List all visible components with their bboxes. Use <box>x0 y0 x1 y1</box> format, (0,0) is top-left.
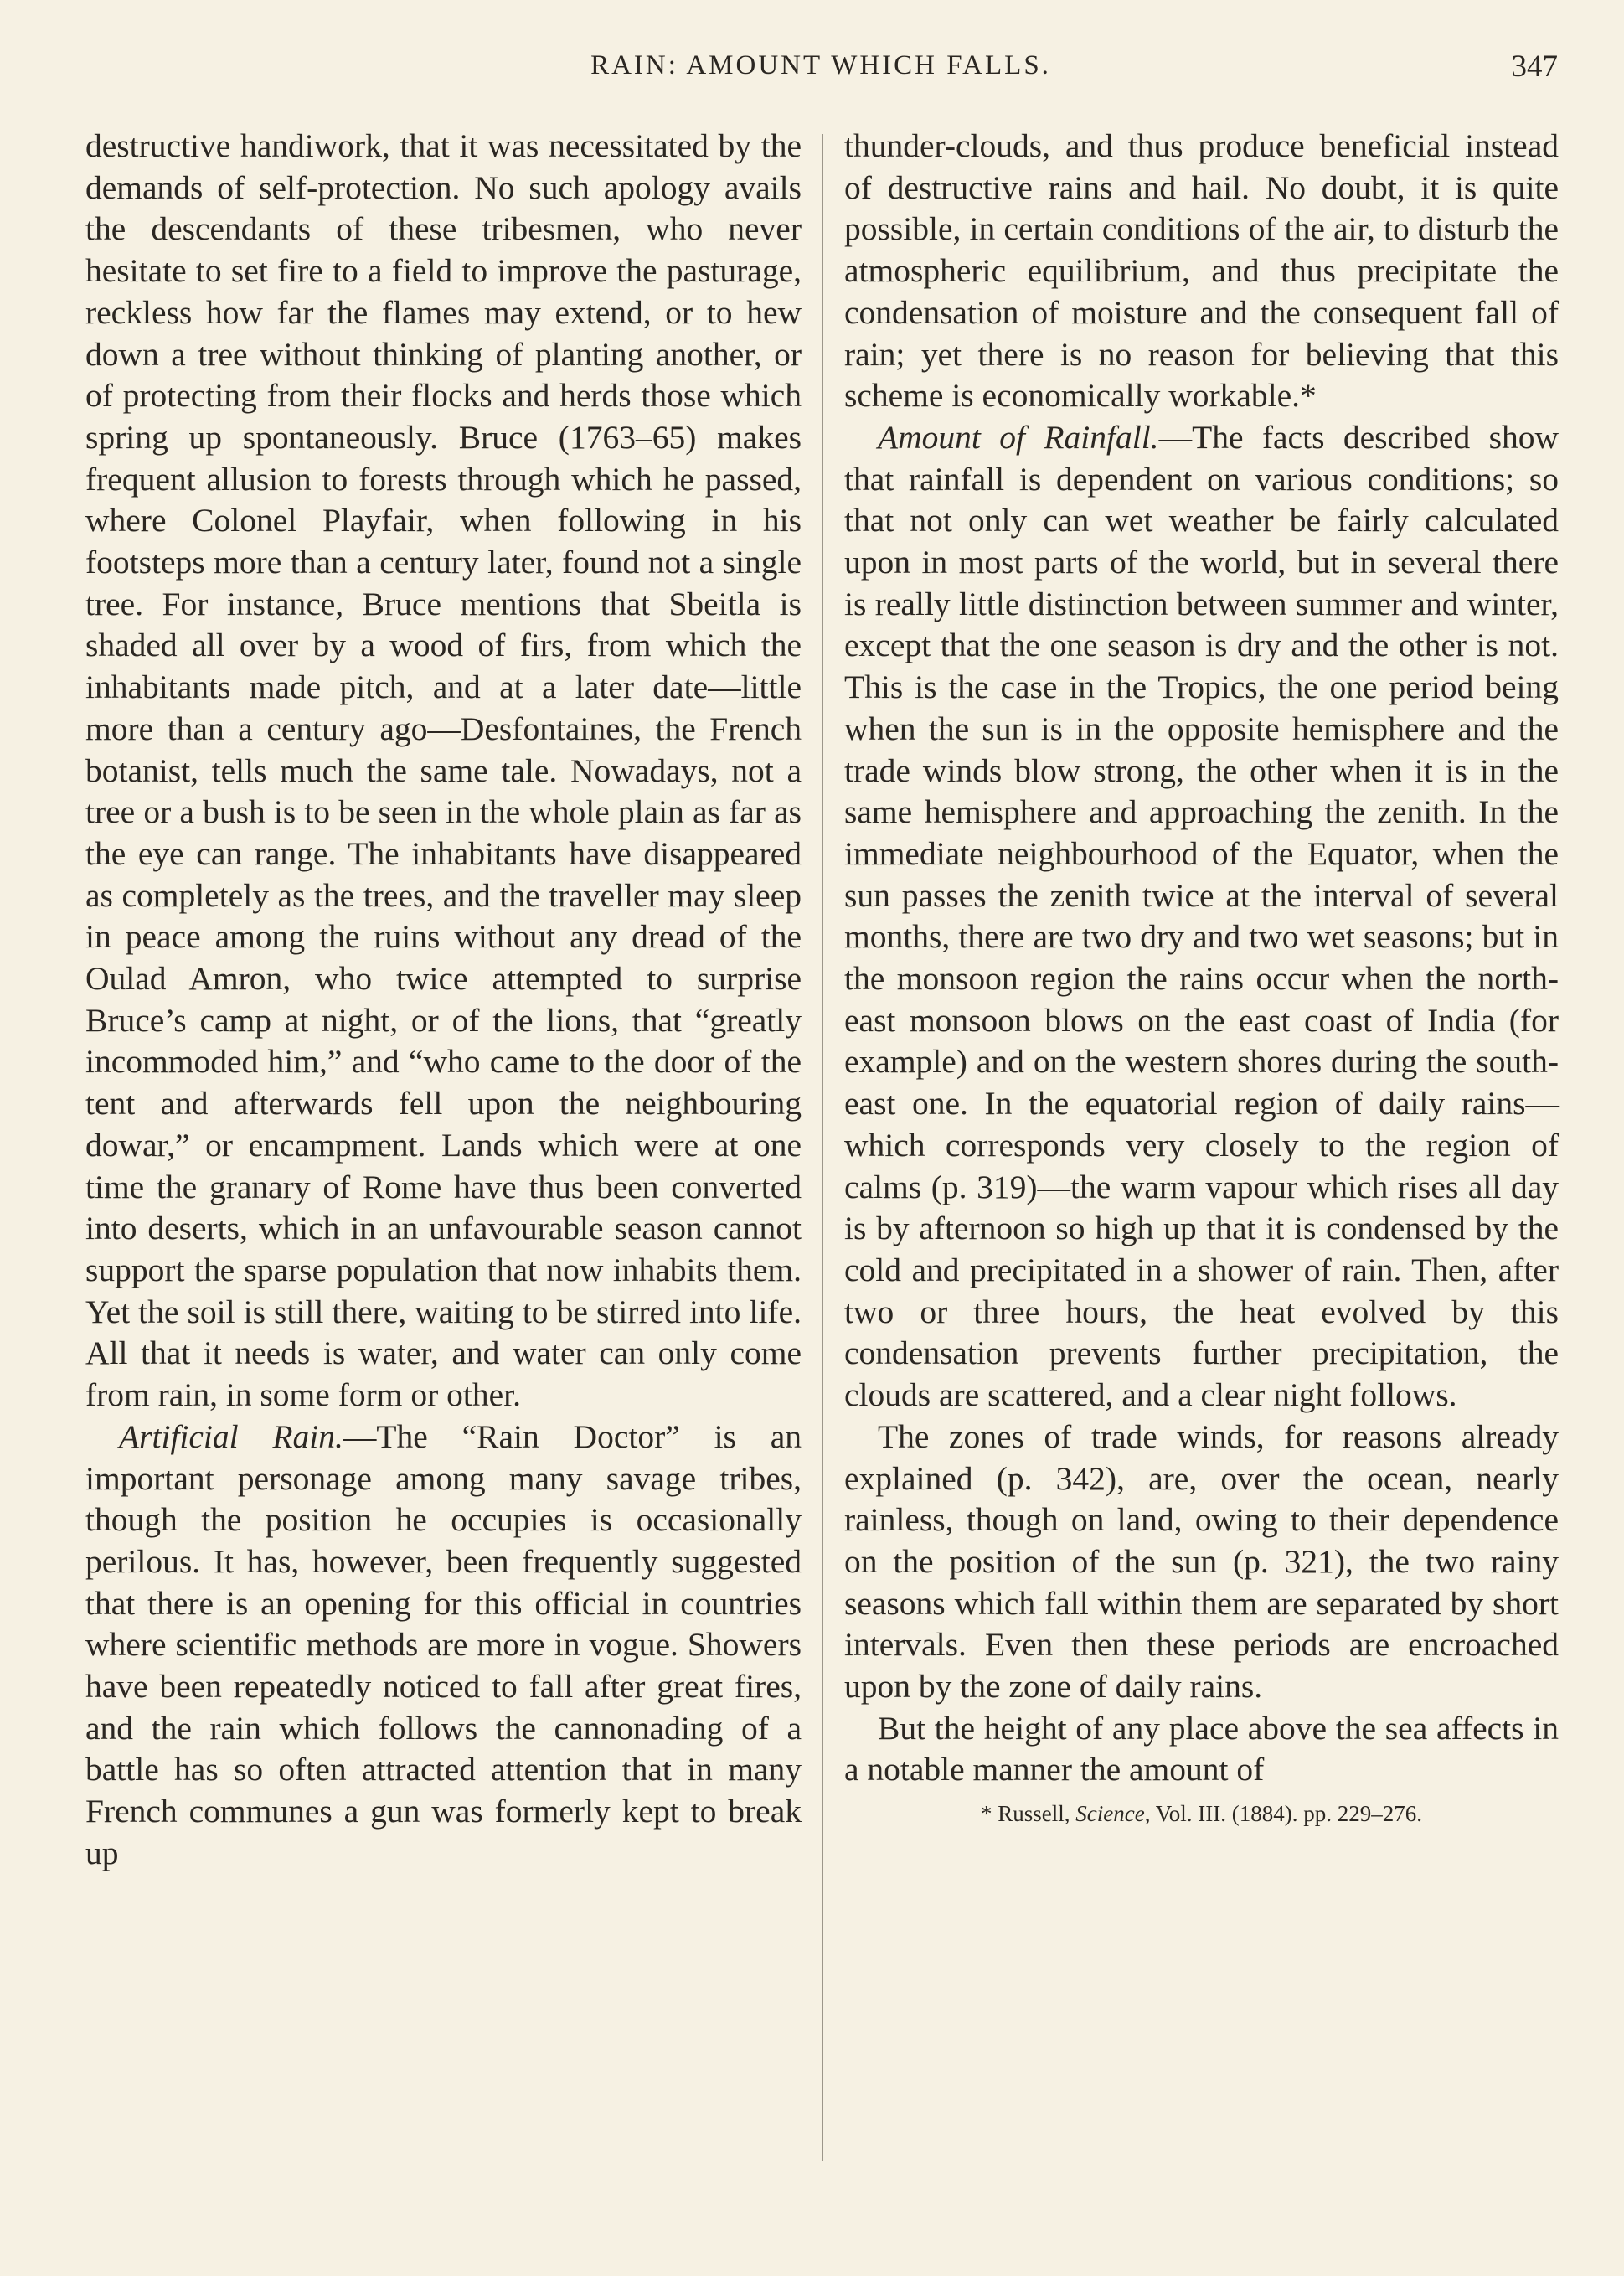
paragraph-artificial-rain-text: —The “Rain Doctor” is an important personage among many savage tribes, though the position he occupies is occasionally perilous. It has, however, been frequently suggested that there is an opening for this official in countries where scientific methods are more in vogue. Showers have been repeatedly noticed to fall after great fires, and the rain which follows the cannonading of a battle has so often attracted attention that in many French communes a gun was formerly kept to break up <box>85 1417 802 1871</box>
section-heading-amount-of-rainfall: Amount of Rainfall. <box>878 418 1159 456</box>
paragraph-amount-of-rainfall-text: —The facts described show that rainfall is dependent on various conditions; so that not only can wet weather be fairly calculated upon in most parts of the world, but in several there is really little distinction between summer and winter, except that the one season is dry and the other is not. This is the case in the Tropics, the one period being when the sun is in the opposite hemisphere and the trade winds blow strong, the other when it is in the same hemisphere and approaching the zenith. In the immediate neighbourhood of the Equator, when the sun passes the zenith twice at the interval of several months, there are two dry and two wet seasons; but in the monsoon region the rains occur when the north-east monsoon blows on the east coast of India (for example) and on the western shores during the south-east one. In the equatorial region of daily rains—which corresponds very closely to the region of calms (p. 319)—the warm vapour which rises all day is by afternoon so high up that it is condensed by the cold and precipitated in a shower of rain. Then, after two or three hours, the heat evolved by this condensation prevents further precipitation, the clouds are scattered, and a clear night follows. <box>844 418 1559 1414</box>
footnote-source: Science <box>1075 1801 1145 1827</box>
right-column <box>844 126 1559 1828</box>
paragraph-height-above-sea: But the height of any place above the sea affects in a notable manner the amount of <box>844 1709 1559 1788</box>
left-column <box>85 126 802 1875</box>
footnote-author: * Russell, <box>981 1801 1076 1827</box>
page-number: 347 <box>1511 49 1558 84</box>
footnote <box>844 1799 1559 1828</box>
paragraph-deforestation: destructive handiwork, that it was necessitated by the demands of self-protection. No such apology avails the descendants of these tribesmen, who never hesitate to set fire to a field to improve the pasturage, reckless how far the flames may extend, or to hew down a tree without thinking of planting another, or of protecting from their flocks and herds those which spring up spontaneously. Bruce (1763–65) makes frequent allusion to forests through which he passed, where Colonel Playfair, when following in his footsteps more than a century later, found not a single tree. For instance, Bruce mentions that Sbeitla is shaded all over by a wood of firs, from which the inhabitants made pitch, and at a later date—little more than a century ago—Desfontaines, the French botanist, tells much the same tale. Nowadays, not a tree or a bush is to be seen in the whole plain as far as the eye can range. The inhabitants have disappeared as completely as the trees, and the traveller may sleep in peace among the ruins without any dread of the Oulad Amron, who twice attempted to surprise Bruce’s camp at night, or of the lions, that “greatly incommoded him,” and “who came to the door of the tent and afterwards fell upon the neighbouring dowar,” or encampment. Lands which were at one time the granary of Rome have thus been converted into deserts, which in an unfavourable season cannot support the sparse population that now inhabits them. Yet the soil is still there, waiting to be stirred into life. All that it needs is water, and water can only come from rain, in some form or other. <box>85 127 802 1414</box>
running-title: RAIN: AMOUNT WHICH FALLS. <box>590 50 1051 80</box>
page-header <box>84 50 1558 101</box>
paragraph-trade-winds: The zones of trade winds, for reasons already explained (p. 342), are, over the ocean, nearly rainless, though on land, owing to their dependence on the position of the sun (p. 321), the two rainy seasons which fall within them are separated by short intervals. Even then these periods are encroached upon by the zone of daily rains. <box>844 1417 1559 1706</box>
footnote-details: , Vol. III. (1884). pp. 229–276. <box>1144 1801 1422 1827</box>
section-heading-artificial-rain: Artificial Rain. <box>119 1417 343 1455</box>
column-divider <box>822 134 823 2161</box>
paragraph-artificial-rain <box>85 1417 802 1875</box>
paragraph-amount-of-rainfall <box>844 417 1559 1417</box>
paragraph-thunder-clouds: thunder-clouds, and thus produce beneficial instead of destructive rains and hail. No doubt, it is quite possible, in certain conditions of the air, to disturb the atmospheric equilibrium, and thus precipitate the condensation of moisture and the consequent fall of rain; yet there is no reason for believing that this scheme is economically workable.* <box>844 127 1559 415</box>
